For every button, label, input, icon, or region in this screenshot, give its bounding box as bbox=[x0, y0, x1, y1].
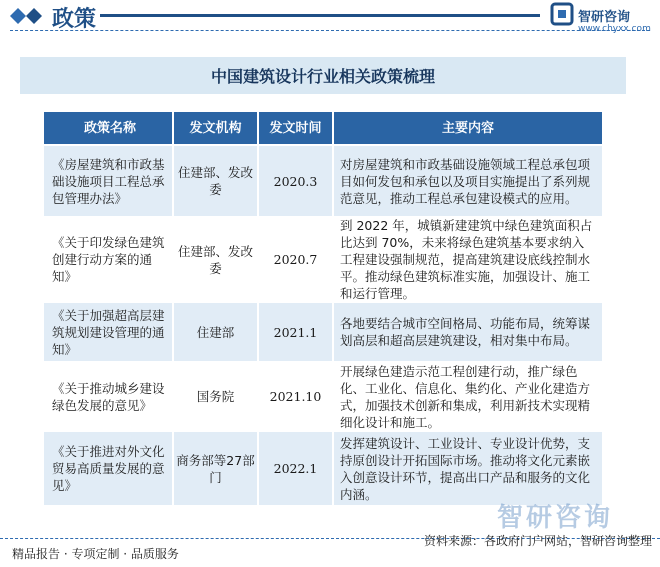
table-row bbox=[44, 216, 602, 303]
table-row bbox=[44, 303, 602, 361]
policy-date-cell: 2021.1 bbox=[259, 303, 334, 361]
column-header-content: 主要内容 bbox=[441, 120, 494, 136]
policy-content-text: 对房屋建筑和市政基础设施领域工程总承包项目如何发包和承包以及项目实施提出了系列规范意见，推动工程总承包建设模式的应用。 bbox=[340, 156, 591, 206]
policy-content-cell bbox=[334, 303, 602, 361]
policy-name-cell: 《关于推进对外文化贸易高质量发展的意见》 bbox=[44, 432, 174, 505]
policy-content-text: 开展绿色建造示范工程创建行动，推广绿色化、工业化、信息化、集约化、产业化建造方式，加强技术创新和集成，利用新技术实现精细化设计和施工。 bbox=[340, 363, 591, 430]
column-header-name: 政策名称 bbox=[44, 112, 174, 144]
policy-org-cell: 商务部等27部门 bbox=[174, 432, 259, 505]
policy-content-text: 各地要结合城市空间格局、功能布局，统筹谋划高层和超高层建筑建设，相对集中布局。 bbox=[340, 316, 591, 348]
table-title: 中国建筑设计行业相关政策梳理 bbox=[210, 67, 435, 86]
column-header-org: 发文机构 bbox=[174, 112, 259, 144]
policy-table bbox=[44, 112, 602, 505]
policy-content-cell bbox=[334, 361, 602, 432]
policy-date-cell: 2020.3 bbox=[259, 146, 334, 216]
double-diamond-icon bbox=[8, 6, 48, 26]
policy-org-cell: 国务院 bbox=[174, 361, 259, 432]
table-row bbox=[44, 361, 602, 432]
policy-date-cell: 2020.7 bbox=[259, 216, 334, 303]
policy-date-cell: 2022.1 bbox=[259, 432, 334, 505]
policy-content-cell bbox=[334, 432, 602, 505]
policy-content-cell bbox=[334, 146, 602, 216]
policy-name-cell: 《关于印发绿色建筑创建行动方案的通知》 bbox=[44, 216, 174, 303]
brand-mark-icon bbox=[550, 2, 574, 26]
policy-date-cell: 2021.10 bbox=[259, 361, 334, 432]
brand-logo bbox=[550, 2, 658, 38]
header-rule bbox=[100, 14, 540, 17]
policy-content-text: 到 2022 年，城镇新建建筑中绿色建筑面积占比达到 70%，未来将绿色建筑基本要求纳入工程建设强制规范，提高建筑建设底线控制水平。推动绿色建筑标准实施，加强设计、施工和运行管理。 bbox=[340, 218, 593, 301]
policy-name-cell: 《关于推动城乡建设绿色发展的意见》 bbox=[44, 361, 174, 432]
policy-name-cell: 《关于加强超高层建筑规划建设管理的通知》 bbox=[44, 303, 174, 361]
section-title: 政策 bbox=[52, 6, 97, 32]
policy-org-cell: 住建部 bbox=[174, 303, 259, 361]
footer-tagline: 精品报告 · 专项定制 · 品质服务 bbox=[12, 547, 179, 561]
brand-name: 智研咨询 bbox=[578, 10, 631, 25]
page-header bbox=[0, 0, 660, 40]
table-header-row bbox=[44, 112, 602, 144]
brand-url: www.chyxx.com bbox=[578, 24, 651, 34]
policy-org-cell: 住建部、发改委 bbox=[174, 146, 259, 216]
policy-content-text: 发挥建筑设计、工业设计、专业设计优势，支持原创设计开拓国际市场。推动将文化元素嵌入创意设计环节，提高出口产品和服务的文化内涵。 bbox=[340, 435, 591, 502]
table-row bbox=[44, 432, 602, 505]
title-banner bbox=[20, 57, 626, 94]
policy-name-cell: 《房屋建筑和市政基础设施项目工程总承包管理办法》 bbox=[44, 146, 174, 216]
table-row bbox=[44, 146, 602, 216]
watermark-logo: 智研咨询 bbox=[497, 503, 614, 533]
footer-source: 资料来源：各政府门户网站，智研咨询整理 bbox=[423, 534, 652, 548]
column-header-date: 发文时间 bbox=[259, 112, 334, 144]
policy-org-cell: 住建部、发改委 bbox=[174, 216, 259, 303]
policy-content-cell bbox=[334, 216, 602, 303]
